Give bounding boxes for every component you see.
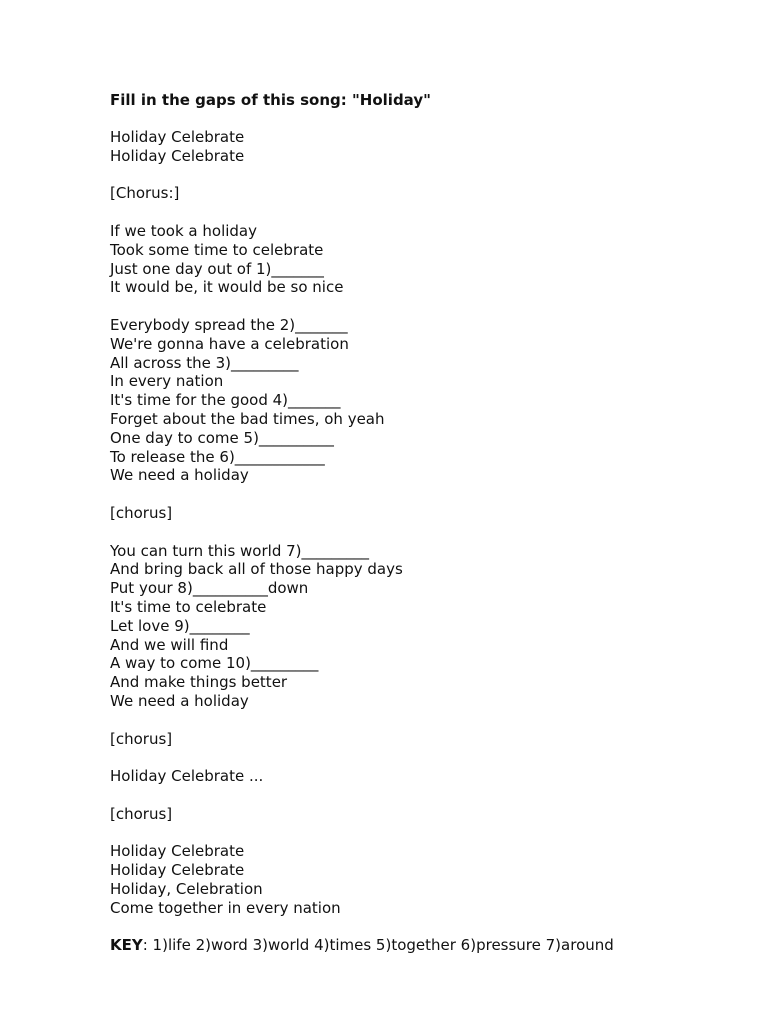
lyric-line: Holiday, Celebration xyxy=(110,879,263,898)
stanza-gap xyxy=(110,917,750,936)
lyric-line: It's time to celebrate xyxy=(110,597,267,616)
lyric-line: Holiday Celebrate xyxy=(110,146,245,165)
lyric-line: [chorus] xyxy=(110,729,173,748)
lyric-line: If we took a holiday xyxy=(110,221,257,240)
stanza-gap xyxy=(110,297,750,316)
lyric-line: Come together in every nation xyxy=(110,898,341,917)
answer-key xyxy=(110,936,750,955)
lyric-line: And make things better xyxy=(110,673,288,692)
answer-key-label: KEY xyxy=(110,936,143,955)
stanza-gap xyxy=(110,786,750,805)
worksheet-title: Fill in the gaps of this song: "Holiday" xyxy=(110,91,431,109)
lyric-line: We need a holiday xyxy=(110,466,249,485)
lyric-line: [chorus] xyxy=(110,804,173,823)
lyric-line: We need a holiday xyxy=(110,691,249,710)
lyric-line: Holiday Celebrate xyxy=(110,861,245,880)
stanza xyxy=(110,222,750,297)
stanza xyxy=(110,504,750,523)
lyric-line: In every nation xyxy=(110,372,224,391)
lyric-line: Forget about the bad times, oh yeah xyxy=(110,409,385,428)
lyric-line: Everybody spread the 2)_______ xyxy=(110,315,348,334)
lyric-line: A way to come 10)_________ xyxy=(110,654,319,673)
stanza xyxy=(110,128,750,166)
stanza xyxy=(110,842,750,917)
stanza xyxy=(110,542,750,711)
lyric-line: Holiday Celebrate xyxy=(110,128,245,146)
stanza xyxy=(110,316,750,485)
lyric-line: You can turn this world 7)_________ xyxy=(110,541,370,560)
stanza xyxy=(110,184,750,203)
answer-key-text: : 1)life 2)word 3)world 4)times 5)together 6)pressure 7)around xyxy=(142,936,614,955)
stanza-gap xyxy=(110,485,750,504)
stanza-gap xyxy=(110,203,750,222)
stanza xyxy=(110,805,750,824)
lyric-line: All across the 3)_________ xyxy=(110,353,299,372)
lyric-line: Put your 8)__________down xyxy=(110,579,309,598)
lyric-line: We're gonna have a celebration xyxy=(110,334,349,353)
stanza-gap xyxy=(110,523,750,542)
song-worksheet xyxy=(110,90,750,955)
lyrics-container xyxy=(110,128,750,936)
lyric-line: And we will find xyxy=(110,635,229,654)
lyric-line: Holiday Celebrate ... xyxy=(110,767,264,786)
lyric-line: Just one day out of 1)_______ xyxy=(110,259,324,278)
stanza-gap xyxy=(110,748,750,767)
stanza xyxy=(110,767,750,786)
lyric-line: Holiday Celebrate xyxy=(110,842,245,861)
lyric-line: One day to come 5)__________ xyxy=(110,428,334,447)
lyric-line: Took some time to celebrate xyxy=(110,240,324,259)
lyric-line: [Chorus:] xyxy=(110,184,180,203)
lyric-line: And bring back all of those happy days xyxy=(110,560,403,579)
stanza-gap xyxy=(110,823,750,842)
stanza xyxy=(110,730,750,749)
stanza-gap xyxy=(110,166,750,185)
lyric-line: Let love 9)________ xyxy=(110,616,250,635)
lyric-line: To release the 6)____________ xyxy=(110,447,325,466)
lyric-line: It's time for the good 4)_______ xyxy=(110,391,341,410)
stanza-gap xyxy=(110,711,750,730)
lyric-line: It would be, it would be so nice xyxy=(110,278,344,297)
lyric-line: [chorus] xyxy=(110,503,173,522)
